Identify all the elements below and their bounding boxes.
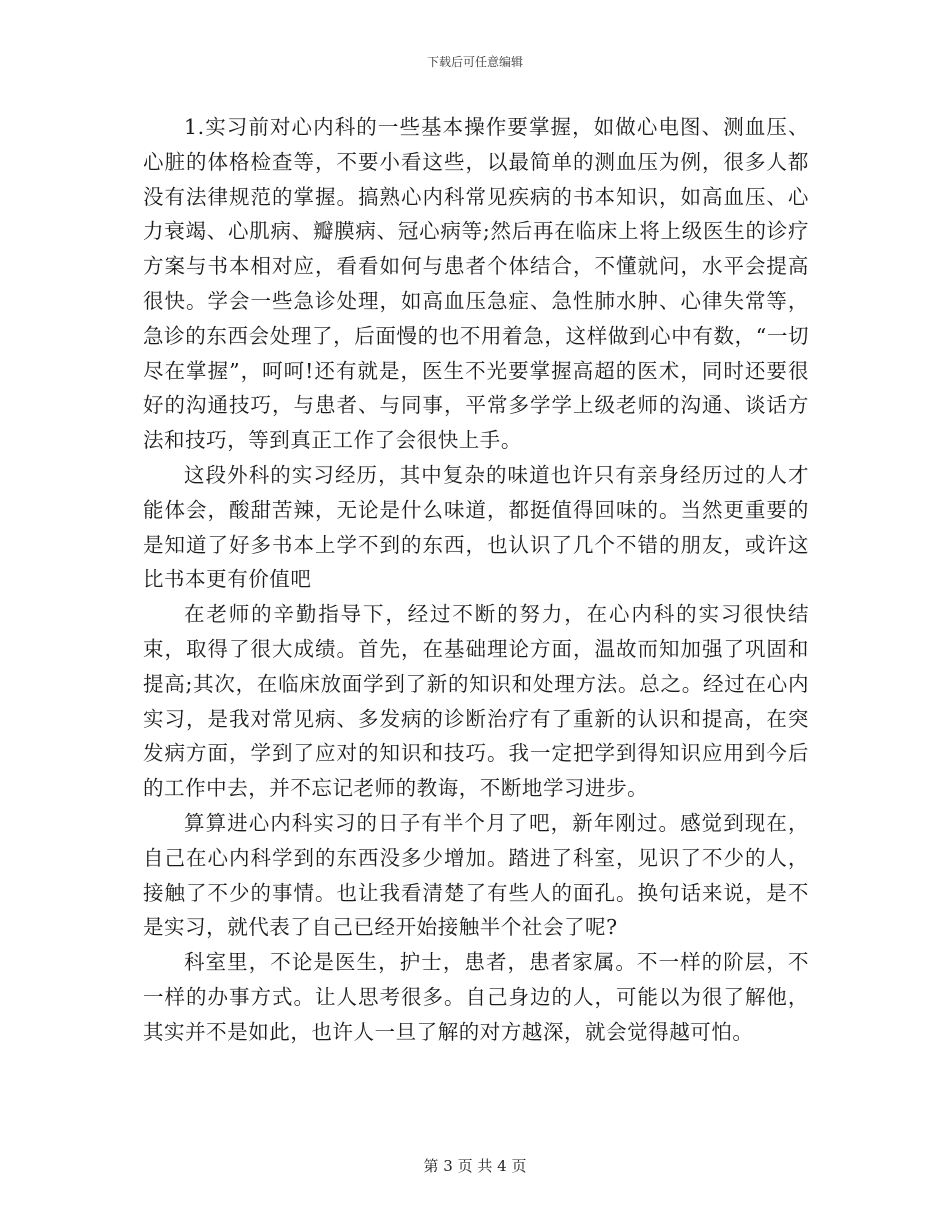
paragraph-3: 在老师的辛勤指导下，经过不断的努力，在心内科的实习很快结束，取得了很大成绩。首先，在基础理论方面，温故而知加强了巩固和提高;其次，在临床放面学到了新的知识和处理方法。总之。经过在心内实习，是我对常见病、多发病的诊断治疗有了重新的认识和提高，在突发病方面，学到了应对的知识和技巧。我一定把学到得知识应用到今后的工作中去，并不忘记老师的教诲，不断地学习进步。 — [143, 602, 809, 801]
paragraph-5: 科室里，不论是医生，护士，患者，患者家属。不一样的阶层，不一样的办事方式。让人思考很多。自己身边的人，可能以为很了解他，其实并不是如此，也许人一旦了解的对方越深，就会觉得越可怕。 — [143, 950, 809, 1044]
document-body — [143, 110, 809, 1050]
paragraph-2: 这段外科的实习经历，其中复杂的味道也许只有亲身经历过的人才能体会，酸甜苦辣，无论是什么味道，都挺值得回味的。当然更重要的是知道了好多书本上学不到的东西，也认识了几个不错的朋友，或许这比书本更有价值吧 — [143, 462, 809, 592]
paragraph-1: 1.实习前对心内科的一些基本操作要掌握，如做心电图、测血压、心脏的体格检查等，不要小看这些，以最简单的测血压为例，很多人都没有法律规范的掌握。搞熟心内科常见疾病的书本知识，如高血压、心力衰竭、心肌病、瓣膜病、冠心病等;然后再在临床上将上级医生的诊疗方案与书本相对应，看看如何与患者个体结合，不懂就问，水平会提高很快。学会一些急诊处理，如高血压急症、急性肺水肿、心律失常等，急诊的东西会处理了，后面慢的也不用着急，这样做到心中有数，“一切尽在掌握”，呵呵!还有就是，医生不光要掌握高超的医术，同时还要很好的沟通技巧，与患者、与同事，平常多学学上级老师的沟通、谈话方法和技巧，等到真正工作了会很快上手。 — [143, 115, 809, 453]
page-header: 下载后可任意编辑 — [426, 55, 523, 69]
page-number: 第 3 页 共 4 页 — [423, 1157, 527, 1175]
paragraph-4: 算算进心内科实习的日子有半个月了吧，新年刚过。感觉到现在，自己在心内科学到的东西没多少增加。踏进了科室，见识了不少的人，接触了不少的事情。也让我看清楚了有些人的面孔。换句话来说，是不是实习，就代表了自己已经开始接触半个社会了呢? — [143, 810, 809, 940]
